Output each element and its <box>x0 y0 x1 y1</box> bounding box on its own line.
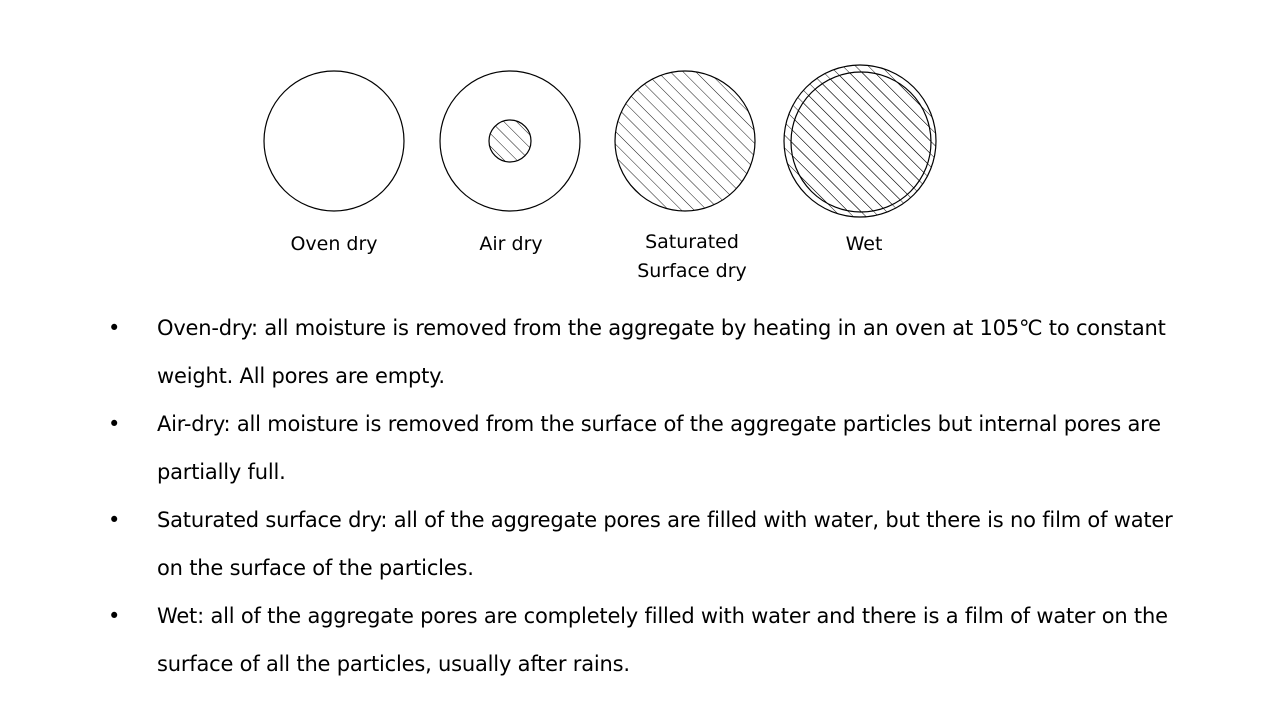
bullet-oven-dry <box>0 304 1280 400</box>
bullet-text: Air-dry: all moisture is removed from the surface of the aggregate particles but internal pores are partially full. <box>157 412 1161 484</box>
bullet-marker: • <box>108 604 121 628</box>
bullet-marker: • <box>108 316 121 340</box>
oven-dry-state <box>264 71 404 255</box>
ssd-particle <box>615 71 755 211</box>
air-dry-label: Air dry <box>479 233 543 255</box>
ssd-label-line-2: Surface dry <box>637 260 747 282</box>
wet-label: Wet <box>845 233 883 255</box>
bullet-text: Saturated surface dry: all of the aggregate pores are filled with water, but there is no film of water on the surface of the particles. <box>157 508 1173 580</box>
bullet-saturated-surface-dry <box>0 496 1280 592</box>
wet-state <box>784 65 936 255</box>
oven-dry-particle <box>264 71 404 211</box>
ssd-label-line-1: Saturated <box>645 231 739 253</box>
bullet-air-dry <box>0 400 1280 496</box>
air-dry-wet-core <box>489 120 531 162</box>
moisture-state-definitions <box>0 304 1280 688</box>
bullet-marker: • <box>108 508 121 532</box>
bullet-text: Wet: all of the aggregate pores are completely filled with water and there is a film of water on the surface of all the particles, usually after rains. <box>157 604 1168 676</box>
air-dry-state <box>440 71 580 255</box>
bullet-marker: • <box>108 412 121 436</box>
aggregate-moisture-states-diagram <box>0 0 1280 300</box>
oven-dry-label: Oven dry <box>290 233 378 255</box>
bullet-wet <box>0 592 1280 688</box>
wet-particle <box>791 72 931 212</box>
saturated-surface-dry-state <box>615 71 755 282</box>
bullet-text: Oven-dry: all moisture is removed from the aggregate by heating in an oven at 105℃ to constant weight. All pores are empty. <box>157 316 1166 388</box>
